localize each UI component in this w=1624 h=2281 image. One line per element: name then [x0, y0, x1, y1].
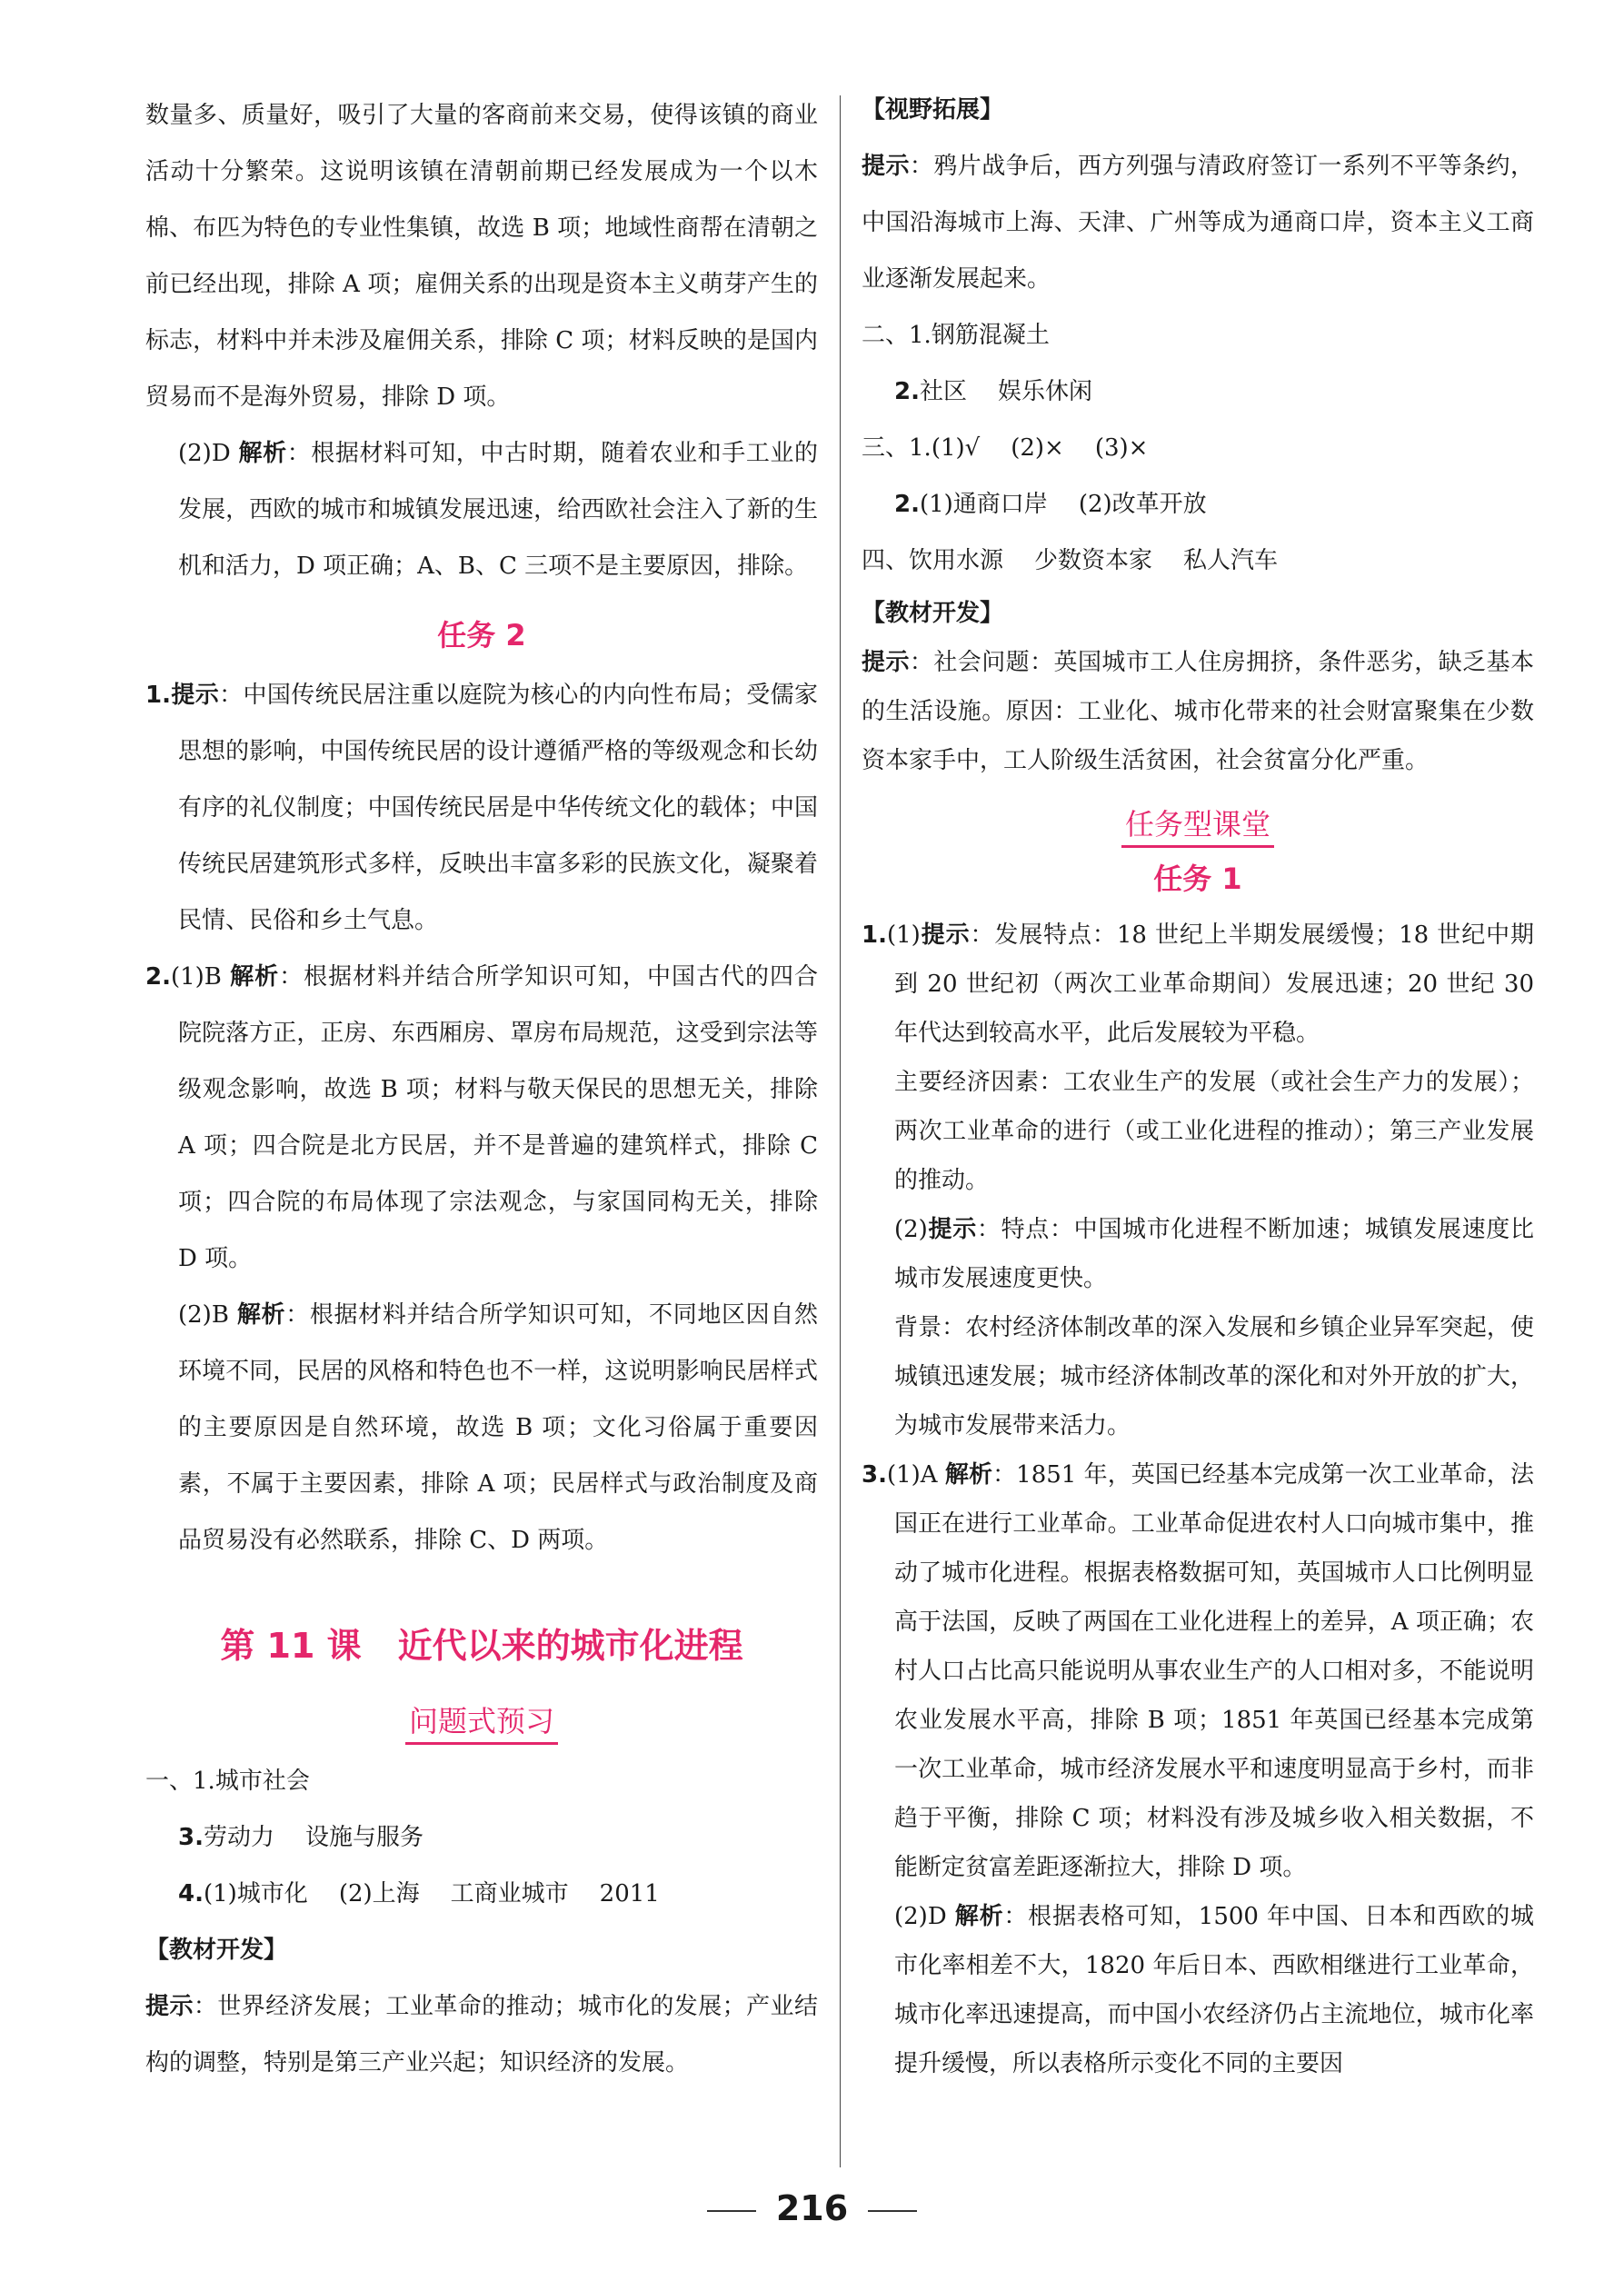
task-1-heading: 任务 1 — [1153, 862, 1242, 896]
hint-text: ：中国传统民居注重以庭院为核心的内向性布局；受儒家思想的影响，中国传统民居的设计遵循严格的等级观念和长幼有序的礼仪制度；中国传统民居是中华传统文化的载体；中国传统民居建筑形式多样，反映出丰富多彩的民族文化，凝聚着民情、民俗和乡土气息。 — [178, 682, 818, 934]
task1-question-1-part-2: (2)提示：特点：中国城市化进程不断加速；城镇发展速度比城市发展速度更快。 — [894, 1216, 1534, 1292]
answer-label: (1)B — [170, 963, 222, 991]
answer-label: (2)B — [178, 1301, 229, 1329]
vision-hint — [862, 138, 1534, 307]
task1-question-3: 3.(1)A 解析：1851 年，英国已经基本完成第一次工业革命，法国正在进行工业革命。工业革命促进农村人口向城市集中，推动了城市化进程。根据表格数据可知，英国城市人口比例明显高于法国，反映了两国在工业化进程上的差异，A 项正确；农村人口占比高只能说明从事农业生产的人口相对多，不能说明农业发展水平高，排除 B 项；1851 年英国已经基本完成第一次工业革命，城市经济发展水平和速度明显高于乡村，而非趋于平衡，排除 C 项；材料没有涉及城乡收入相关数据，不能断定贫富差距逐渐拉大，排除 D 项。 — [862, 1461, 1534, 1881]
section-2-item-2: 2.社区 娱乐休闲 — [894, 378, 1092, 405]
hint-label: 提示 — [862, 649, 910, 676]
analysis-label: 解析 — [236, 1301, 286, 1329]
footer-rule-left — [707, 2210, 756, 2212]
page-number: 216 — [775, 2188, 849, 2228]
analysis-label: 解析 — [238, 440, 287, 467]
left-column — [145, 87, 818, 2091]
section-2-item-1: 二、1.钢筋混凝土 — [862, 322, 1050, 349]
hint-text: ：特点：中国城市化进程不断加速；城镇发展速度比城市发展速度更快。 — [894, 1216, 1534, 1292]
preview-heading: 问题式预习 — [145, 1698, 818, 1740]
hint-label: 提示 — [920, 921, 971, 949]
hint-text: ：社会问题：英国城市工人住房拥挤，条件恶劣，缺乏基本的生活设施。原因：工业化、城市化带来的社会财富聚集在少数资本家手中，工人阶级生活贫困，社会贫富分化严重。 — [862, 649, 1534, 774]
hint-text: ：世界经济发展；工业革命的推动；城市化的发展；产业结构的调整，特别是第三产业兴起；知识经济的发展。 — [145, 1993, 818, 2077]
page-footer — [0, 2188, 1624, 2228]
question-number: 2. — [145, 963, 171, 991]
question-1 — [145, 667, 818, 949]
analysis-text: ：根据材料可知，中古时期，随着农业和手工业的发展，西欧的城市和城镇发展迅速，给西欧社会注入了新的生机和活力，D 项正确；A、B、C 三项不是主要原因，排除。 — [178, 440, 818, 580]
question-2-part-2 — [145, 1287, 818, 1569]
hint-label: 提示 — [145, 1993, 194, 2020]
analysis-label: 解析 — [230, 963, 280, 991]
textbook-hint-right — [862, 638, 1534, 785]
textbook-header-left: 【教材开发】 — [145, 1937, 288, 1964]
analysis-text: ：1851 年，英国已经基本完成第一次工业革命，法国正在进行工业革命。工业革命促进农村人口向城市集中，推动了城市化进程。根据表格数据可知，英国城市人口比例明显高于法国，反映了两国在工业化进程上的差异，A 项正确；农村人口占比高只能说明从事农业生产的人口相对多，不能说明农业发展水平高，排除 B 项；1851 年英国已经基本完成第一次工业革命，城市经济发展水平和速度明显高于乡村，而非趋于平衡，排除 C 项；材料没有涉及城乡收入相关数据，不能断定贫富差距逐渐拉大，排除 D 项。 — [894, 1461, 1534, 1881]
task1-question-1: 1.(1)提示：发展特点：18 世纪上半期发展缓慢；18 世纪中期到 20 世纪初（两次工业革命期间）发展迅速；20 世纪 30 年代达到较高水平，此后发展较为平稳。 — [862, 921, 1534, 1047]
analysis-label: 解析 — [954, 1903, 1004, 1930]
textbook-header-right: 【教材开发】 — [862, 600, 1004, 627]
section-4: 四、饮用水源 少数资本家 私人汽车 — [862, 547, 1279, 574]
hint-label: 提示 — [862, 153, 910, 180]
column-divider — [840, 95, 841, 2167]
analysis-text: ：根据材料并结合所学知识可知，中国古代的四合院院落方正，正房、东西厢房、罩房布局规范，这受到宗法等级观念影响，故选 B 项；材料与敬天保民的思想无关，排除 A 项；四合院是北方民居，并不是普遍的建筑样式，排除 C 项；四合院的布局体现了宗法观念，与家国同构无关，排除 D 项。 — [178, 963, 818, 1272]
hint-label: 提示 — [170, 682, 220, 709]
textbook-hint-left — [145, 1978, 818, 2091]
analysis-label: 解析 — [944, 1461, 993, 1489]
lesson-name: 近代以来的城市化进程 — [397, 1626, 743, 1666]
section-3-item-2: 2.(1)通商口岸 (2)改革开放 — [894, 491, 1207, 518]
task-2-heading: 任务 2 — [437, 618, 526, 652]
lesson-number: 第 11 课 — [220, 1626, 362, 1666]
answer-label: (2)D — [178, 440, 231, 467]
para-market-town: 数量多、质量好，吸引了大量的客商前来交易，使得该镇的商业活动十分繁荣。这说明该镇在清朝前期已经发展成为一个以木棉、布匹为特色的专业性集镇，故选 B 项；地域性商帮在清朝之前已经出现，排除 A 项；雇佣关系的出现是资本主义萌芽产生的标志，材料中并未涉及雇佣关系，排除 C 项；材料反映的是国内贸易而不是海外贸易，排除 D 项。 — [145, 102, 818, 411]
task1-question-3-part-2: (2)D 解析：根据表格可知，1500 年中国、日本和西欧的城市化率相差不大，1820 年后日本、西欧相继进行工业革命，城市化率迅速提高，而中国小农经济仍占主流地位，城市化率提升缓慢，所以表格所示变化不同的主要因 — [894, 1903, 1535, 2077]
class-heading: 任务型课堂 — [862, 802, 1534, 843]
question-2-part-1 — [145, 949, 818, 1287]
section-1-item-4: 4.(1)城市化 (2)上海 工商业城市 2011 — [178, 1880, 660, 1907]
vision-header: 【视野拓展】 — [862, 96, 1004, 124]
hint-text: ：发展特点：18 世纪上半期发展缓慢；18 世纪中期到 20 世纪初（两次工业革命期间）发展迅速；20 世纪 30 年代达到较高水平，此后发展较为平稳。 — [894, 921, 1534, 1047]
task1-question-1-background: 背景：农村经济体制改革的深入发展和乡镇企业异军突起，使城镇迅速发展；城市经济体制改革的深化和对外开放的扩大，为城市发展带来活力。 — [894, 1314, 1534, 1439]
section-1-item-3: 3.劳动力 设施与服务 — [178, 1824, 423, 1851]
analysis-text: ：根据材料并结合所学知识可知，不同地区因自然环境不同，民居的风格和特色也不一样，这说明影响民居样式的主要原因是自然环境，故选 B 项；文化习俗属于重要因素，不属于主要因素，排除 A 项；民居样式与政治制度及商品贸易没有必然联系，排除 C、D 两项。 — [178, 1301, 818, 1554]
lesson-title — [145, 1618, 818, 1668]
analysis-text: ：根据表格可知，1500 年中国、日本和西欧的城市化率相差不大，1820 年后日本、西欧相继进行工业革命，城市化率迅速提高，而中国小农经济仍占主流地位，城市化率提升缓慢，所以表格所示变化不同的主要因 — [894, 1903, 1535, 2077]
question-number: 1. — [145, 682, 171, 709]
para-q-2-answer — [145, 425, 818, 594]
hint-text: ：鸦片战争后，西方列强与清政府签订一系列不平等条约，中国沿海城市上海、天津、广州等成为通商口岸，资本主义工商业逐渐发展起来。 — [862, 153, 1534, 293]
section-1-item-1: 一、1.城市社会 — [145, 1768, 310, 1795]
footer-rule-right — [868, 2210, 917, 2212]
hint-label: 提示 — [927, 1216, 977, 1243]
section-3-item-1: 三、1.(1)√ (2)× (3)× — [862, 434, 1149, 462]
task1-question-1-factors: 主要经济因素：工农业生产的发展（或社会生产力的发展）；两次工业革命的进行（或工业化进程的推动）；第三产业发展的推动。 — [894, 1069, 1534, 1194]
right-column — [862, 87, 1534, 2088]
